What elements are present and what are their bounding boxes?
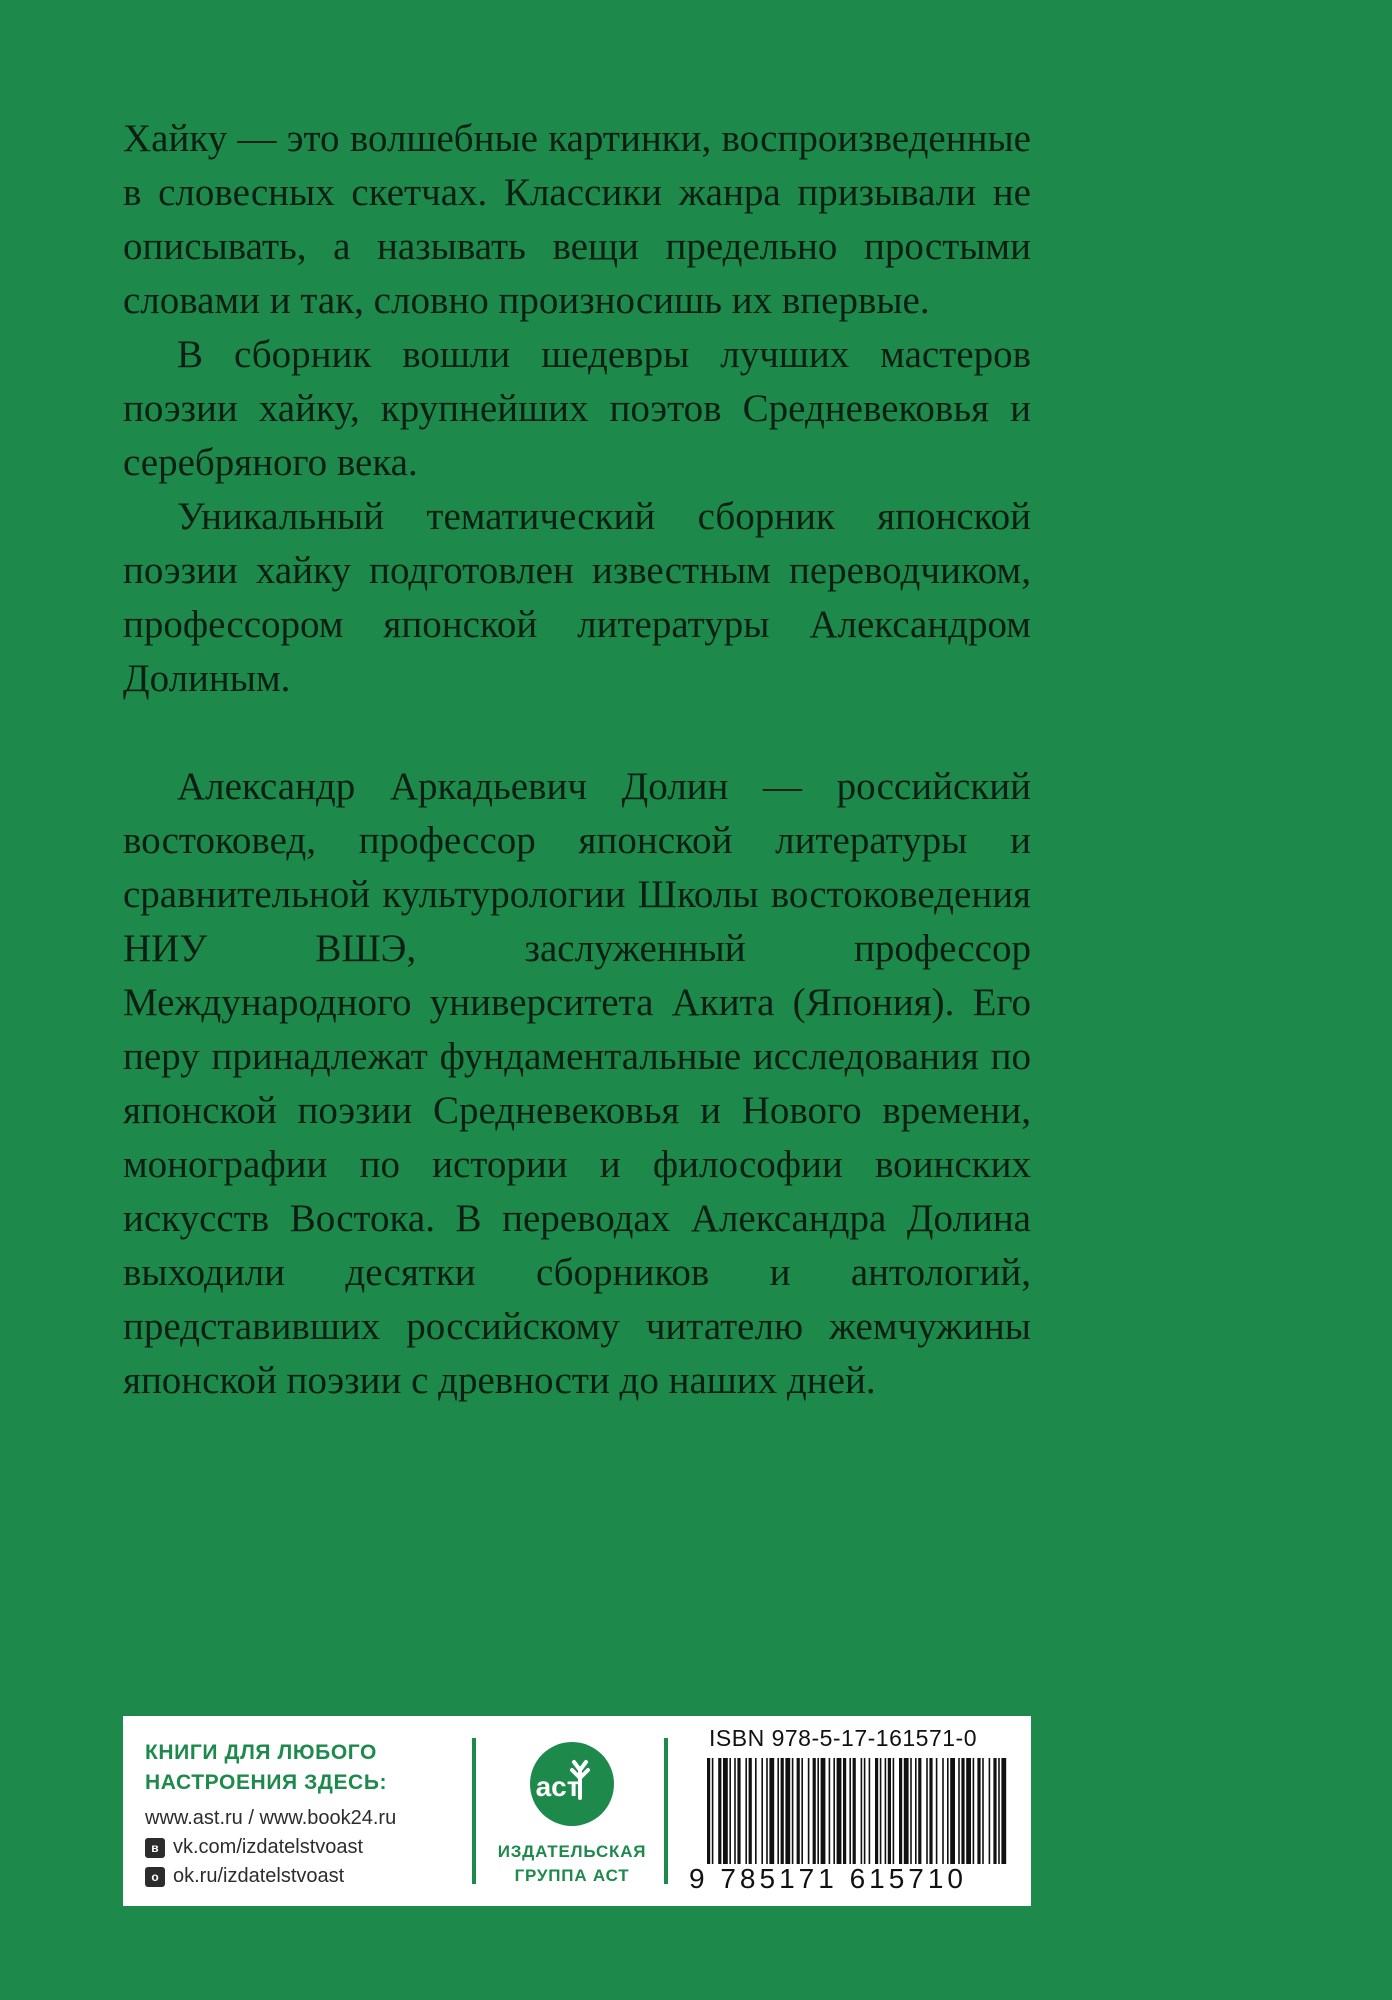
ok-link[interactable]: ok.ru/izdatelstvoast [173, 1865, 345, 1887]
barcode-bar [864, 1758, 866, 1864]
promo-block [145, 1738, 475, 1891]
barcode-bar [737, 1758, 740, 1864]
barcode-bar [781, 1758, 784, 1864]
barcode-bar [875, 1758, 878, 1864]
barcode-bar [712, 1758, 714, 1864]
annotation-paragraph-3: Уникальный тематический сборник японской поэзии хайку подготовлен известным переводчиком, профессором японской литературы Александром Долиным. [123, 495, 1031, 700]
barcode-bar [745, 1758, 747, 1864]
barcode-bar [1001, 1758, 1006, 1864]
barcode-bar [769, 1758, 774, 1864]
publisher-name-line-2: ГРУППА АСТ [514, 1866, 630, 1885]
barcode-bar [777, 1758, 779, 1864]
barcode-bar [977, 1758, 980, 1864]
paragraph-spacer [123, 706, 1031, 760]
barcode-bar [973, 1758, 975, 1864]
barcode-bar [801, 1758, 803, 1864]
barcode-bar [998, 1758, 1000, 1864]
barcode-bar [797, 1758, 800, 1864]
barcode-bar [947, 1758, 949, 1864]
annotation-paragraph-2: В сборник вошли шедевры лучших мастеров поэзии хайку, крупнейших поэтов Средневековья и серебряного века. [123, 333, 1031, 484]
annotation-paragraph-1: Хайку — это волшебные картинки, воспроизведенные в словесных скетчах. Классики жанра призывали не описывать, а называть вещи предельно простыми словами и так, словно произносишь их впервые. [123, 117, 1031, 322]
barcode-digits: 9 785171 615710 [689, 1863, 967, 1894]
barcode-bar [808, 1758, 810, 1864]
isbn-label: ISBN 978-5-17-161571-0 [709, 1725, 977, 1751]
publisher-footer-panel [123, 1716, 1031, 1906]
barcode-bar [755, 1758, 757, 1864]
barcode-bar [982, 1758, 984, 1864]
barcode-bar [989, 1758, 991, 1864]
barcode-bar [910, 1758, 912, 1864]
barcode-bar [849, 1758, 851, 1864]
barcode-bar [993, 1758, 996, 1864]
divider-right [664, 1738, 668, 1884]
barcode-bar [869, 1758, 871, 1864]
barcode-bar [915, 1758, 917, 1864]
barcode-bar [785, 1758, 790, 1864]
barcode-bar [843, 1758, 846, 1864]
vk-icon: в [145, 1838, 165, 1858]
barcode-bar [950, 1758, 955, 1864]
barcode-bar [958, 1758, 960, 1864]
barcode-bar [729, 1758, 731, 1864]
barcode-block [689, 1724, 1019, 1898]
barcode-bar [899, 1758, 902, 1864]
promo-heading-line-2: НАСТРОЕНИЯ ЗДЕСЬ: [145, 1771, 388, 1794]
barcode-bar [904, 1758, 909, 1864]
barcode-bar [961, 1758, 964, 1864]
barcode-bar [707, 1758, 710, 1864]
vk-link-row[interactable] [145, 1833, 475, 1862]
barcode-bar [718, 1758, 721, 1864]
barcode-bar [888, 1758, 891, 1864]
barcode-bar [942, 1758, 944, 1864]
barcode-bar [766, 1758, 768, 1864]
barcode-bar [880, 1758, 882, 1864]
barcode-bar [833, 1758, 835, 1864]
publisher-logo-text: аст [535, 1771, 581, 1802]
barcode-bar [893, 1758, 895, 1864]
promo-heading-line-1: КНИГИ ДЛЯ ЛЮБОГО [145, 1741, 377, 1764]
barcode-bar [936, 1758, 938, 1864]
barcode-bar [813, 1758, 816, 1864]
annotation-text [123, 112, 1031, 1408]
barcode-bar [918, 1758, 921, 1864]
websites-link[interactable]: www.ast.ru / www.book24.ru [145, 1807, 397, 1829]
barcode-bar [821, 1758, 826, 1864]
barcode-bar [853, 1758, 856, 1864]
barcode-bar [929, 1758, 932, 1864]
barcode-bar [792, 1758, 794, 1864]
barcode-bar [885, 1758, 887, 1864]
barcode-bar [837, 1758, 842, 1864]
barcode-bar [829, 1758, 831, 1864]
author-bio: Александр Аркадьевич Долин — российский востоковед, профессор японской литературы и сравнительной культурологии Школы востоковедения НИУ ВШЭ, заслуженный профессор Международного университета Акита (Япония). Его перу принадлежат фундаментальные исследования по японской поэзии Средневековья и Нового времени, монографии по истории и философии воинских искусств Востока. В переводах Александра Долина выходили десятки сборников и антологий, представивших российскому читателю жемчужины японской поэзии с древности до наших дней. [123, 765, 1031, 1402]
divider-left [472, 1738, 476, 1884]
barcode-bar [723, 1758, 728, 1864]
barcode-bar [734, 1758, 736, 1864]
ok-link-row[interactable] [145, 1862, 475, 1891]
publisher-block [485, 1734, 659, 1888]
barcode [689, 1758, 1019, 1864]
barcode-bar [749, 1758, 752, 1864]
barcode-bar [861, 1758, 863, 1864]
barcode-bar [817, 1758, 819, 1864]
ok-icon: о [145, 1867, 165, 1887]
publisher-name-line-1: ИЗДАТЕЛЬСКАЯ [497, 1842, 647, 1861]
vk-link[interactable]: vk.com/izdatelstvoast [173, 1836, 364, 1858]
barcode-bar [926, 1758, 928, 1864]
barcode-bar [966, 1758, 971, 1864]
publisher-logo-icon [528, 1740, 616, 1828]
barcode-bar [761, 1758, 763, 1864]
